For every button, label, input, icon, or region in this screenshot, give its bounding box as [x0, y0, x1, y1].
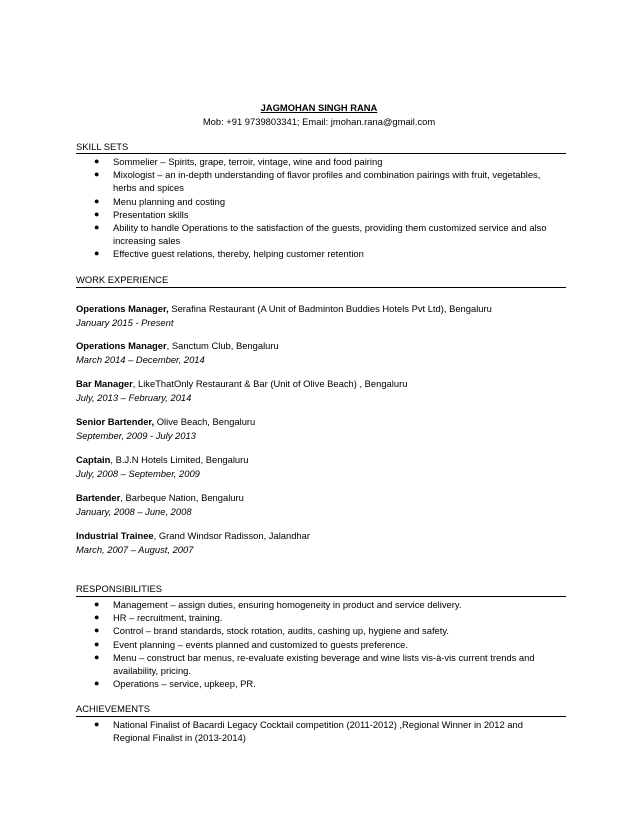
job-dates: September, 2009 - July 2013 [76, 430, 196, 441]
job-dates: January 2015 - Present [76, 317, 174, 328]
job-employer: Olive Beach, [154, 416, 210, 427]
job-employer: , Barbeque Nation, [120, 492, 199, 503]
list-item: ● Control – brand standards, stock rotation, audits, cashing up, hygiene and safety. [94, 625, 449, 637]
list-item: ● Management – assign duties, ensuring homogeneity in product and service delivery. [94, 599, 462, 610]
list-item: ● Sommelier – Spirits, grape, terroir, vintage, wine and food pairing [94, 156, 383, 167]
list-item: ● Menu – construct bar menus, re-evaluate existing beverage and wine lists vis-à-vis current trends and availability, pricing. [94, 651, 535, 677]
section-title-skills: SKILL SETS [76, 141, 129, 152]
job-location: Bengaluru [203, 454, 249, 465]
bullet-icon: ● [94, 222, 100, 233]
job-employer: , LikeThatOnly Restaurant & Bar (Unit of Olive Beach) , [132, 378, 363, 389]
candidate-name: JAGMOHAN SINGH RANA [260, 102, 378, 113]
list-item: ● National Finalist of Bacardi Legacy Cocktail competition (2011-2012) ,Regional Winner in 2012 and Regional Finalist in (2013-2014) [94, 719, 523, 744]
job-location: Jalandhar [266, 530, 310, 541]
list-item: ● Operations – service, upkeep, PR. [94, 678, 256, 690]
job-dates: January, 2008 – June, 2008 [76, 506, 192, 517]
list-item: ● Menu planning and costing [94, 195, 226, 207]
job-location: Bengaluru [233, 340, 279, 351]
bullet-icon: ● [94, 651, 100, 662]
bullet-icon: ● [94, 625, 100, 636]
bullet-icon: ● [94, 156, 100, 166]
job-title: Bar Manager [76, 378, 133, 389]
list-item: ● HR – recruitment, training. [94, 612, 223, 624]
job-title: Bartender [76, 492, 121, 503]
list-item: ● Effective guest relations, thereby, helping customer retention [94, 248, 364, 260]
job-employer: , B.J.N Hotels Limited, [110, 454, 204, 465]
bullet-icon: ● [94, 719, 100, 729]
section-rule [76, 716, 566, 717]
job-employer: Serafina Restaurant (A Unit of Badminton Buddies Hotels Pvt Ltd), [168, 303, 447, 314]
job-title: Industrial Trainee [76, 530, 154, 541]
achievements-list [76, 718, 556, 744]
section-rule [76, 153, 566, 154]
bullet-icon: ● [94, 195, 100, 206]
bullet-icon: ● [94, 612, 100, 623]
bullet-icon: ● [94, 248, 100, 259]
job-employer: , Grand Windsor Radisson, [153, 530, 267, 541]
job-entry [76, 415, 556, 443]
job-title: Captain [76, 454, 111, 465]
job-title: Operations Manager [76, 340, 167, 351]
bullet-icon: ● [94, 169, 100, 180]
job-entry [76, 453, 556, 481]
bullet-icon: ● [94, 208, 100, 219]
job-entry [76, 491, 556, 519]
bullet-icon: ● [94, 599, 100, 609]
job-dates: March 2014 – December, 2014 [76, 354, 205, 365]
job-dates: March, 2007 – August, 2007 [76, 544, 194, 555]
contact-line: Mob: +91 9739803341; Email: jmohan.rana@gmail.com [202, 116, 436, 127]
list-item: ● Mixologist – an in-depth understanding of flavor profiles and combination pairings with fruit, vegetables, herbs and spices [94, 169, 541, 194]
job-location: Bengaluru [209, 416, 256, 427]
list-item: ● Ability to handle Operations to the satisfaction of the guests, providing them customized service and also increasing sales [94, 222, 547, 247]
job-location: Bengaluru [198, 492, 244, 503]
job-entry [76, 377, 556, 405]
section-rule [76, 596, 566, 597]
list-item: ● Event planning – events planned and customized to guests preference. [94, 638, 408, 650]
bullet-icon: ● [94, 678, 100, 689]
responsibilities-list [76, 598, 556, 690]
job-entry [76, 339, 556, 367]
job-location: Bengaluru [362, 378, 408, 389]
section-title-responsibilities: RESPONSIBILITIES [76, 583, 162, 594]
list-item: ● Presentation skills [94, 208, 189, 220]
section-rule [76, 287, 566, 288]
job-entry [76, 529, 556, 557]
skills-list [76, 155, 556, 261]
section-title-achievements: ACHIEVEMENTS [76, 703, 150, 714]
job-dates: July, 2008 – September, 2009 [76, 468, 200, 479]
job-title: Senior Bartender, [76, 416, 155, 427]
job-entry [76, 302, 556, 330]
job-location: Bengaluru [446, 303, 492, 314]
job-dates: July, 2013 – February, 2014 [76, 392, 192, 403]
section-title-experience: WORK EXPERIENCE [76, 274, 169, 285]
bullet-icon: ● [94, 638, 100, 649]
job-title: Operations Manager, [76, 303, 169, 314]
job-employer: , Sanctum Club, [166, 340, 234, 351]
